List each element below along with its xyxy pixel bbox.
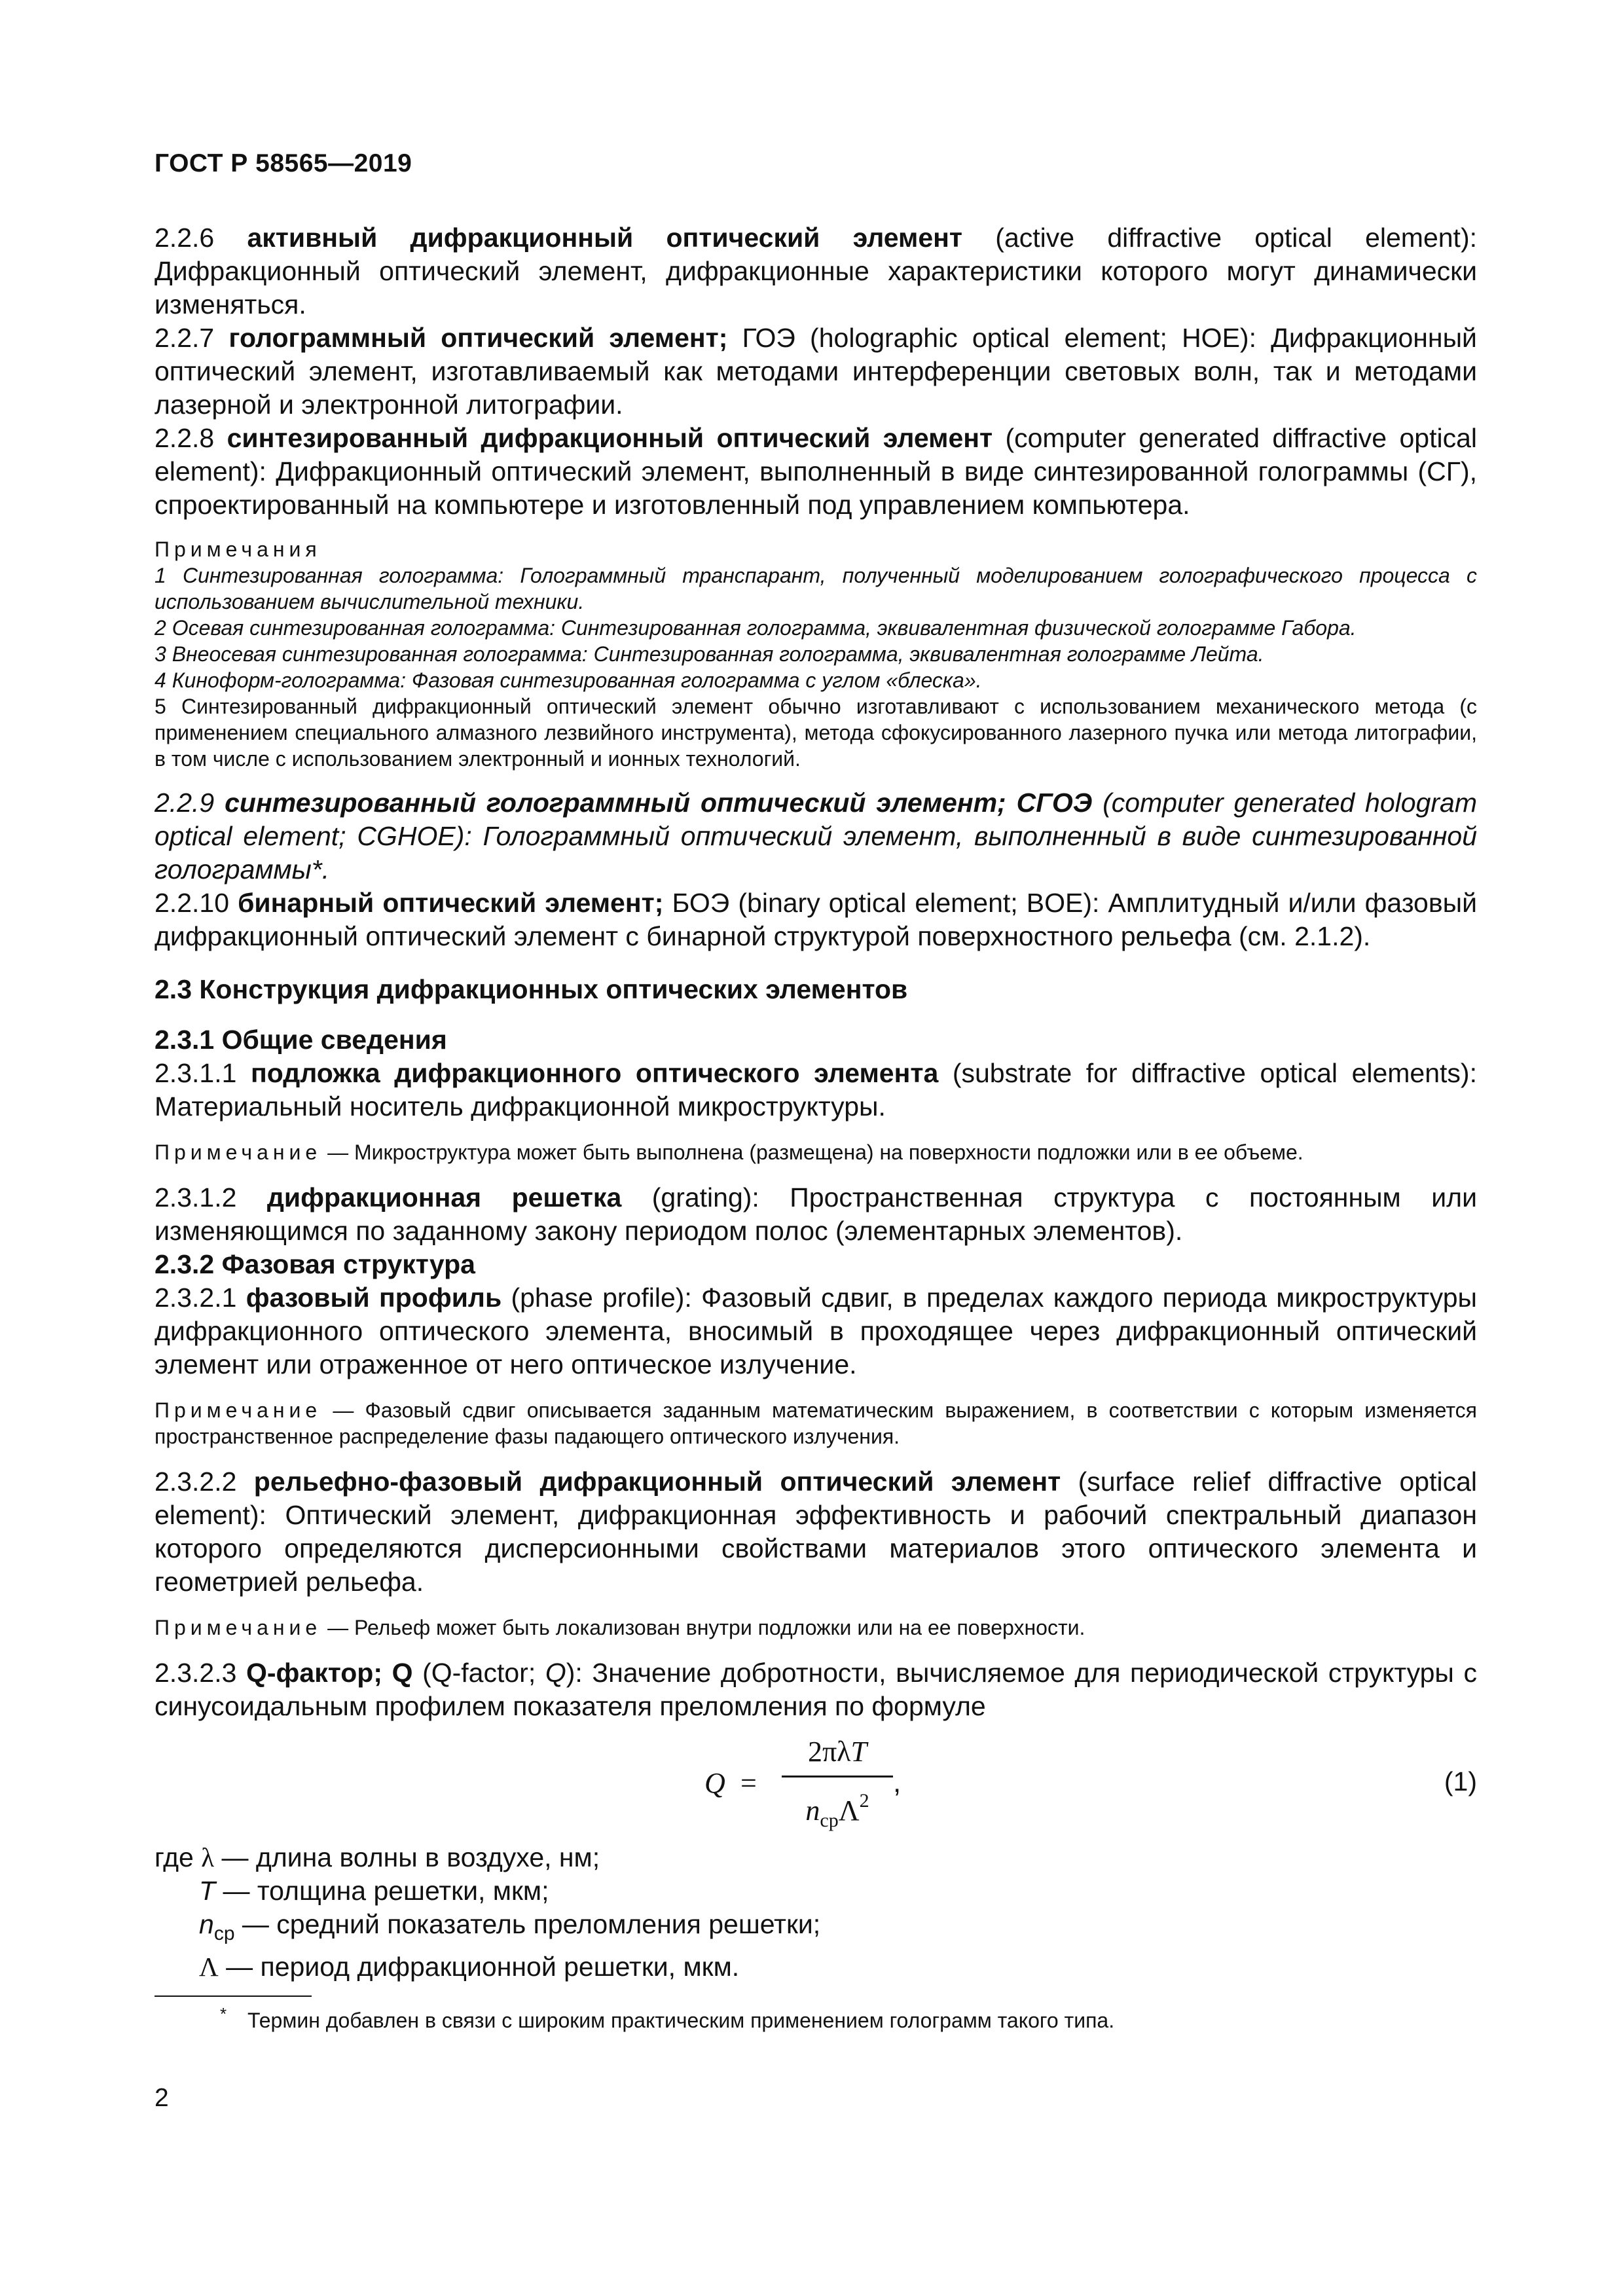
q-symbol: Q: [545, 1658, 566, 1688]
legend-symbol: T: [199, 1876, 216, 1906]
clause-2-3-1-1: [155, 1057, 1477, 1123]
legend-text: — средний показатель преломления решетки;: [234, 1909, 821, 1939]
legend-text: — период дифракционной решетки, мкм.: [218, 1952, 740, 1982]
note-label: Примечание: [155, 1398, 322, 1422]
definition: (active diffractive optical element): Дифракционный оптический элемент, дифракционные характеристики которого могут динамически изменяться.: [155, 223, 1477, 319]
formula-numerator: [782, 1732, 893, 1772]
footnote-text: Термин добавлен в связи с широким практическим применением голограмм такого типа.: [247, 2009, 1115, 2032]
footnote-mark: *: [220, 2004, 227, 2024]
clause-2-3-2-1: [155, 1281, 1477, 1381]
clause-number: 2.2.9: [155, 788, 215, 818]
legend-subscript: ср: [213, 1923, 235, 1944]
formula-fraction: [782, 1732, 893, 1840]
clause-number: 2.2.6: [155, 223, 215, 253]
formula-comma: ,: [893, 1766, 902, 1798]
definition: (phase profile): Фазовый сдвиг, в пределах каждого периода микроструктуры дифракционного оптического элемента, вносимый в проходящее через дифракционный оптический элемент или отраженное от него оптическое излучение.: [155, 1283, 1477, 1379]
page-number: 2: [155, 2084, 169, 2112]
legend-thickness: [155, 1874, 1477, 1908]
definition: (grating): Пространственная структура с постоянным или изменяющимся по заданному закону периодом полос (элементарных элементов).: [155, 1182, 1477, 1246]
clause-2-2-7: [155, 321, 1477, 422]
term: активный дифракционный оптический элемент: [247, 223, 963, 253]
formula-denominator: [782, 1781, 893, 1840]
legend-symbol: Λ: [199, 1952, 219, 1982]
definition: ГОЭ (holographic optical element; HOE): Дифракционный оптический элемент, изготавливаемый как методами интерференции световых волн, так и методами лазерной и электронной литографии.: [155, 323, 1477, 420]
notes-block: [155, 536, 1477, 772]
document-header: ГОСТ Р 58565—2019: [155, 149, 412, 177]
clause-2-2-9: [155, 786, 1477, 886]
note-3: 3 Внеосевая синтезированная голограмма: Синтезированная голограмма, эквивалентная голограмме Лейта.: [155, 642, 1264, 666]
note-2: 2 Осевая синтезированная голограмма: Синтезированная голограмма, эквивалентная физической голограмме Габора.: [155, 616, 1357, 640]
clause-2-3-1-2: [155, 1181, 1477, 1248]
clause-number: 2.3.2.2: [155, 1467, 237, 1497]
legend-text: — длина волны в воздухе, нм;: [214, 1842, 600, 1872]
legend-lambda: [155, 1841, 1477, 1874]
note-label: Примечание: [155, 1140, 322, 1164]
clause-number: 2.3.1.1: [155, 1058, 237, 1088]
term: синтезированный дифракционный оптический элемент: [227, 423, 993, 453]
denominator-n: n: [805, 1795, 820, 1827]
note-text: — Рельеф может быть локализован внутри подложки или на ее поверхности.: [327, 1616, 1085, 1639]
note-text: — Микроструктура может быть выполнена (размещена) на поверхности подложки или в ее объеме.: [327, 1140, 1304, 1164]
clause-2-2-10: [155, 886, 1477, 953]
numerator-thickness: T: [850, 1736, 867, 1768]
legend-refractive-index: [155, 1908, 1477, 1950]
clause-2-3-2-3: [155, 1656, 1477, 1723]
note-2-3-2-1: [155, 1397, 1477, 1449]
legend-text: — толщина решетки, мкм;: [215, 1876, 549, 1906]
denominator-period: Λ: [838, 1795, 860, 1827]
subsection-heading-2-3-1: 2.3.1 Общие сведения: [155, 1025, 447, 1055]
definition: (surface relief diffractive optical element): Оптический элемент, дифракционная эффективность и рабочий спектральный диапазон которого определяются дисперсионными свойствами материалов этого оптического элемента и геометрией рельефа.: [155, 1467, 1477, 1597]
clause-number: 2.2.8: [155, 423, 215, 453]
legend-period: [155, 1950, 1477, 1984]
denominator-subscript: ср: [820, 1810, 839, 1831]
definition: ): Значение добротности, вычисляемое для периодической структуры с синусоидальным профилем показателя преломления по формуле: [155, 1658, 1477, 1721]
formula-lhs: Q: [704, 1767, 725, 1799]
document-body: [155, 221, 1477, 2035]
note-2-3-1-1: [155, 1139, 1477, 1165]
definition: (substrate for diffractive optical elements): Материальный носитель дифракционной микроструктуры.: [155, 1058, 1477, 1121]
term: рельефно-фазовый дифракционный оптический элемент: [253, 1467, 1061, 1497]
clause-number: 2.3.1.2: [155, 1182, 237, 1212]
clause-2-3-2-2: [155, 1465, 1477, 1599]
note-1: 1 Синтезированная голограмма: Голограммный транспарант, полученный моделированием голографического процесса с использованием вычислительной техники.: [155, 564, 1477, 613]
legend-symbol: λ: [201, 1842, 215, 1872]
legend-symbol: n: [199, 1909, 214, 1939]
fraction-bar: [782, 1776, 893, 1777]
definition: (computer generated hologram optical element; CGHOE): Голограммный оптический элемент, выполненный в виде синтезированной голограммы*.: [155, 788, 1477, 884]
term: голограммный оптический элемент;: [228, 323, 728, 353]
numerator-constant: 2πλ: [807, 1736, 851, 1768]
formula-1: [155, 1732, 1477, 1837]
legend-prefix: где: [155, 1842, 202, 1872]
term: фазовый профиль: [246, 1283, 502, 1313]
footnote-separator: [155, 1995, 312, 1997]
formula-equals: =: [740, 1767, 757, 1799]
note-5: 5 Синтезированный дифракционный оптический элемент обычно изготавливают с использованием механического метода (с применением специального алмазного лезвийного инструмента), метода сфокусированного лазерного пучка или метода литографии, в том числе с использованием электронный и ионных технологий.: [155, 695, 1477, 771]
note-text: — Фазовый сдвиг описывается заданным математическим выражением, в соответствии с которым изменяется пространственное распределение фазы падающего оптического излучения.: [155, 1398, 1478, 1448]
clause-number: 2.3.2.3: [155, 1658, 237, 1688]
subsection-heading-2-3-2: 2.3.2 Фазовая структура: [155, 1249, 475, 1279]
note-4: 4 Киноформ-голограмма: Фазовая синтезированная голограмма с углом «блеска».: [155, 668, 982, 692]
definition: (computer generated diffractive optical element): Дифракционный оптический элемент, выполненный в виде синтезированной голограммы (СГ), спроектированный на компьютере и изготовленный под управлением компьютера.: [155, 423, 1477, 520]
clause-2-2-8: [155, 422, 1477, 522]
definition: БОЭ (binary optical element; BOE): Амплитудный и/или фазовый дифракционный оптический элемент с бинарной структурой поверхностного рельефа (см. 2.1.2).: [155, 888, 1477, 951]
clause-number: 2.3.2.1: [155, 1283, 237, 1313]
term: подложка дифракционного оптического элемента: [250, 1058, 939, 1088]
term: синтезированный голограммный оптический элемент; СГОЭ: [225, 788, 1093, 818]
section-heading-2-3: 2.3 Конструкция дифракционных оптических элементов: [155, 974, 908, 1004]
footnote: [155, 2006, 1477, 2035]
clause-2-2-6: [155, 221, 1477, 321]
formula-legend: [155, 1841, 1477, 1984]
definition-prefix: (Q-factor;: [422, 1658, 545, 1688]
clause-number: 2.2.10: [155, 888, 229, 918]
term: Q-фактор; Q: [246, 1658, 413, 1688]
term: бинарный оптический элемент;: [238, 888, 664, 918]
note-label: Примечание: [155, 1616, 322, 1639]
note-2-3-2-2: [155, 1614, 1477, 1641]
term: дифракционная решетка: [266, 1182, 622, 1212]
clause-number: 2.2.7: [155, 323, 215, 353]
notes-title: Примечания: [155, 538, 321, 561]
formula-number: (1): [1444, 1766, 1477, 1796]
denominator-exponent: 2: [859, 1790, 869, 1812]
